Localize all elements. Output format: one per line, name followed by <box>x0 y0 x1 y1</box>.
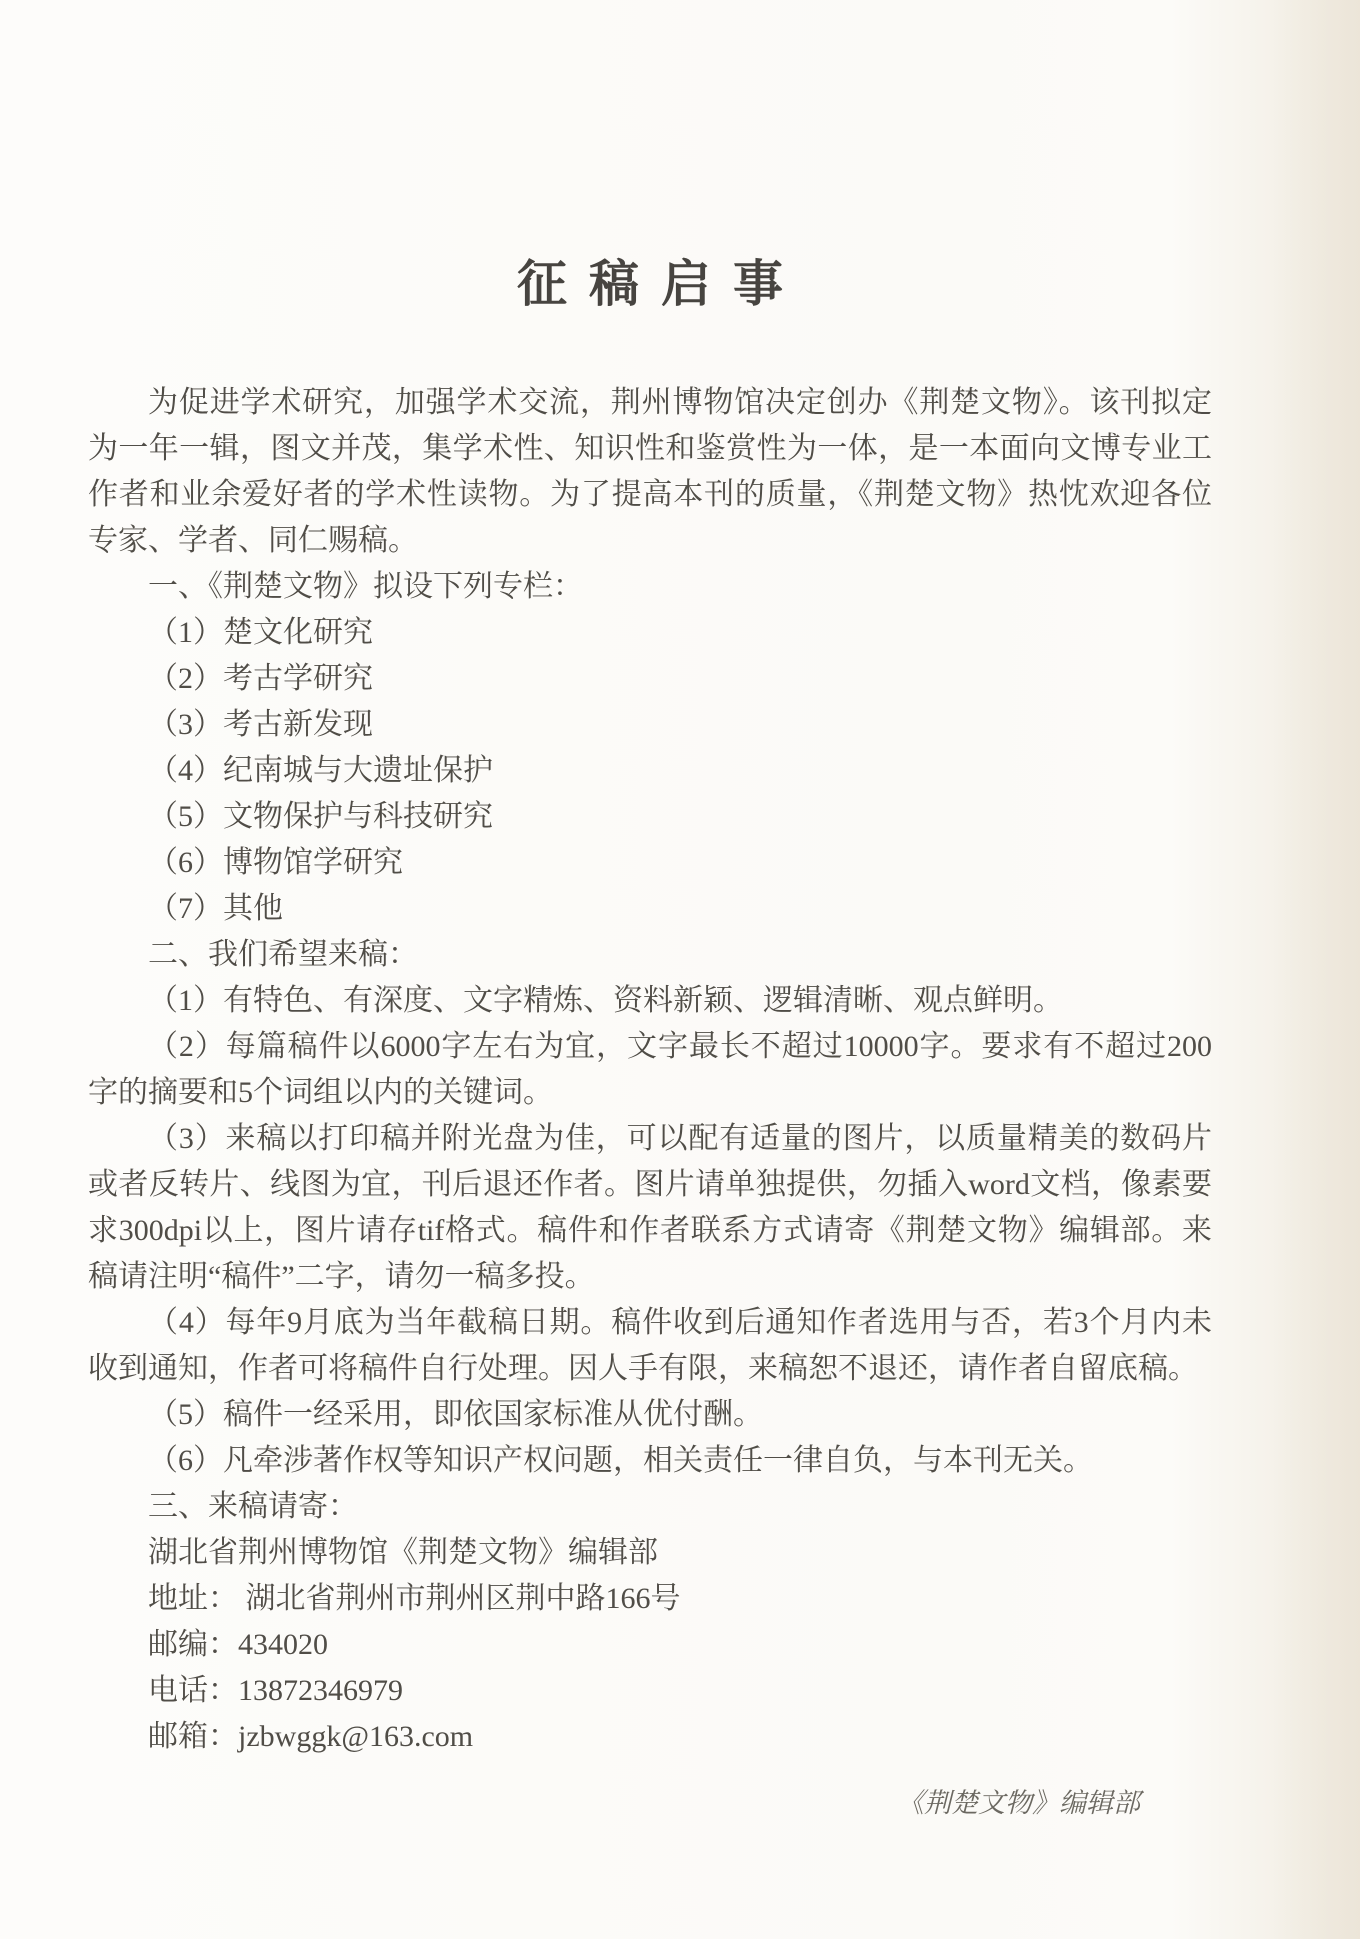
page-content <box>88 0 1212 1820</box>
column-item: （3）考古新发现 <box>148 708 373 741</box>
column-item: （7）其他 <box>148 892 283 925</box>
page-edge-shadow <box>1270 0 1360 1939</box>
section-two-heading: 二、我们希望来稿： <box>148 938 418 971</box>
column-item: （5）文物保护与科技研究 <box>148 800 493 833</box>
section-three-heading: 三、来稿请寄： <box>148 1490 358 1523</box>
submission-item: （4）每年9月底为当年截稿日期。稿件收到后通知作者选用与否，若3个月内未收到通知，作者可将稿件自行处理。因人手有限，来稿恕不退还，请作者自留底稿。 <box>88 1306 1212 1385</box>
intro-paragraph: 为促进学术研究，加强学术交流，荆州博物馆决定创办《荆楚文物》。该刊拟定为一年一辑，图文并茂，集学术性、知识性和鉴赏性为一体，是一本面向文博专业工作者和业余爱好者的学术性读物。为了提高本刊的质量，《荆楚文物》热忱欢迎各位专家、学者、同仁赐稿。 <box>88 386 1212 557</box>
column-item: （4）纪南城与大遗址保护 <box>148 754 493 787</box>
submission-item: （2）每篇稿件以6000字左右为宜，文字最长不超过10000字。要求有不超过200字的摘要和5个词组以内的关键词。 <box>88 1030 1212 1109</box>
submission-item: （3）来稿以打印稿并附光盘为佳，可以配有适量的图片，以质量精美的数码片或者反转片、线图为宜，刊后退还作者。图片请单独提供，勿插入word文档，像素要求300dpi以上，图片请存tif格式。稿件和作者联系方式请寄《荆楚文物》编辑部。来稿请注明“稿件”二字，请勿一稿多投。 <box>88 1122 1212 1293</box>
column-item: （1）楚文化研究 <box>148 616 373 649</box>
editorial-signature: 《荆楚文物》编辑部 <box>897 1788 1140 1818</box>
contact-line-postcode: 邮编：434020 <box>148 1628 328 1661</box>
contact-line-address: 地址： 湖北省荆州市荆州区荆中路166号 <box>148 1582 681 1615</box>
section-one-heading: 一、《荆楚文物》拟设下列专栏： <box>148 570 583 603</box>
submission-item: （1）有特色、有深度、文字精炼、资料新颖、逻辑清晰、观点鲜明。 <box>148 984 1063 1017</box>
contact-line-email: 邮箱：jzbwggk@163.com <box>148 1720 474 1753</box>
document-body <box>88 380 1212 1760</box>
contact-line-editorial: 湖北省荆州博物馆《荆楚文物》编辑部 <box>148 1536 658 1569</box>
submission-item: （5）稿件一经采用，即依国家标准从优付酬。 <box>148 1398 763 1431</box>
column-item: （2）考古学研究 <box>148 662 373 695</box>
column-item: （6）博物馆学研究 <box>148 846 403 879</box>
page-title: 征稿启事 <box>517 256 805 312</box>
submission-item: （6）凡牵涉著作权等知识产权问题，相关责任一律自负，与本刊无关。 <box>148 1444 1093 1477</box>
contact-line-phone: 电话：13872346979 <box>148 1674 403 1707</box>
